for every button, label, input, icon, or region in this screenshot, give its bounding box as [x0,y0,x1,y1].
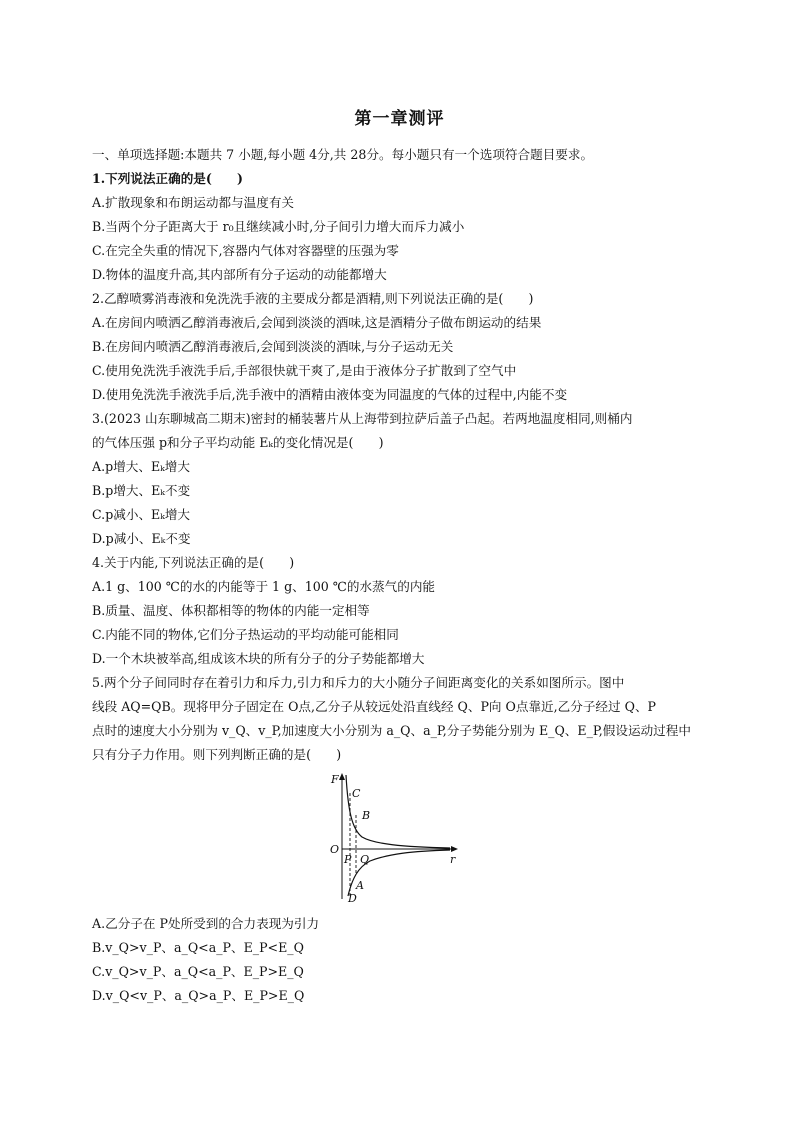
question-3-option-c: C.p减小、Eₖ增大 [92,507,191,522]
label-p: P [344,853,352,866]
molecular-force-diagram [322,771,462,906]
question-1-option-b: B.当两个分子距离大于 r₀且继续减小时,分子间引力增大而斥力减小 [92,219,465,234]
question-1-option-d: D.物体的温度升高,其内部所有分子运动的动能都增大 [92,267,387,282]
question-3-option-b: B.p增大、Eₖ不变 [92,483,191,498]
r-axis-arrow [451,846,458,852]
f-axis-arrow [339,773,345,780]
question-5-option-a: A.乙分子在 P处所受到的合力表现为引力 [92,916,320,931]
question-3-stem-line-2: 的气体压强 p和分子平均动能 Eₖ的变化情况是( ) [92,435,384,450]
question-4-stem: 4.关于内能,下列说法正确的是( ) [92,555,295,570]
question-2-option-b: B.在房间内喷洒乙醇消毒液后,会闻到淡淡的酒味,与分子运动无关 [92,339,454,354]
question-2-option-c: C.使用免洗洗手液洗手后,手部很快就干爽了,是由于液体分子扩散到了空气中 [92,363,517,378]
question-5-stem-line-1: 5.两个分子间同时存在着引力和斥力,引力和斥力的大小随分子间距离变化的关系如图所示。图中 [92,675,625,690]
question-1-stem: 1.下列说法正确的是( ) [92,171,244,186]
page-title: 第一章测评 [354,109,445,129]
question-5-option-b: B.v_Q>v_P、a_Q<a_P、E_P<E_Q [92,940,304,955]
question-3-option-a: A.p增大、Eₖ增大 [92,459,190,474]
question-1-option-a: A.扩散现象和布朗运动都与温度有关 [92,195,295,210]
label-o: O [330,843,340,856]
label-a: A [356,879,364,892]
question-5-stem-line-3: 点时的速度大小分别为 v_Q、v_P,加速度大小分别为 a_Q、a_P,分子势能分别为 E_Q、E_P,假设运动过程中 [92,723,691,738]
question-5-option-c: C.v_Q>v_P、a_Q<a_P、E_P>E_Q [92,964,304,979]
label-b: B [362,809,371,822]
question-2-option-a: A.在房间内喷洒乙醇消毒液后,会闻到淡淡的酒味,这是酒精分子做布朗运动的结果 [92,315,542,330]
document-page [92,104,707,1008]
question-4-option-b: B.质量、温度、体积都相等的物体的内能一定相等 [92,603,370,618]
question-5-stem-line-4: 只有分子力作用。则下列判断正确的是( ) [92,747,342,762]
question-4-option-d: D.一个木块被举高,组成该木块的所有分子的分子势能都增大 [92,651,425,666]
question-5-stem-line-2: 线段 AQ=QB。现将甲分子固定在 O点,乙分子从较远处沿直线经 Q、P向 O点靠近,乙分子经过 Q、P [92,699,657,714]
question-2-stem: 2.乙醇喷雾消毒液和免洗洗手液的主要成分都是酒精,则下列说法正确的是( ) [92,291,534,306]
label-q: Q [360,853,370,866]
label-f: F [331,773,339,786]
question-3-option-d: D.p减小、Eₖ不变 [92,531,191,546]
question-4-option-c: C.内能不同的物体,它们分子热运动的平均动能可能相同 [92,627,399,642]
question-1-option-c: C.在完全失重的情况下,容器内气体对容器壁的压强为零 [92,243,399,258]
question-5-option-d: D.v_Q<v_P、a_Q>a_P、E_P>E_Q [92,988,305,1003]
label-c: C [352,787,361,800]
section-header: 一、单项选择题:本题共 7 小题,每小题 4分,共 28分。每小题只有一个选项符合题目要求。 [92,147,594,162]
label-d: D [348,892,357,905]
label-r: r [450,853,456,866]
question-2-option-d: D.使用免洗洗手液洗手后,洗手液中的酒精由液体变为同温度的气体的过程中,内能不变 [92,387,568,402]
molecular-force-figure [322,771,462,906]
question-3-stem-line-1: 3.(2023 山东聊城高二期末)密封的桶装薯片从上海带到拉萨后盖子凸起。若两地温度相同,则桶内 [92,411,633,426]
question-4-option-a: A.1 g、100 ℃的水的内能等于 1 g、100 ℃的水蒸气的内能 [92,579,436,594]
